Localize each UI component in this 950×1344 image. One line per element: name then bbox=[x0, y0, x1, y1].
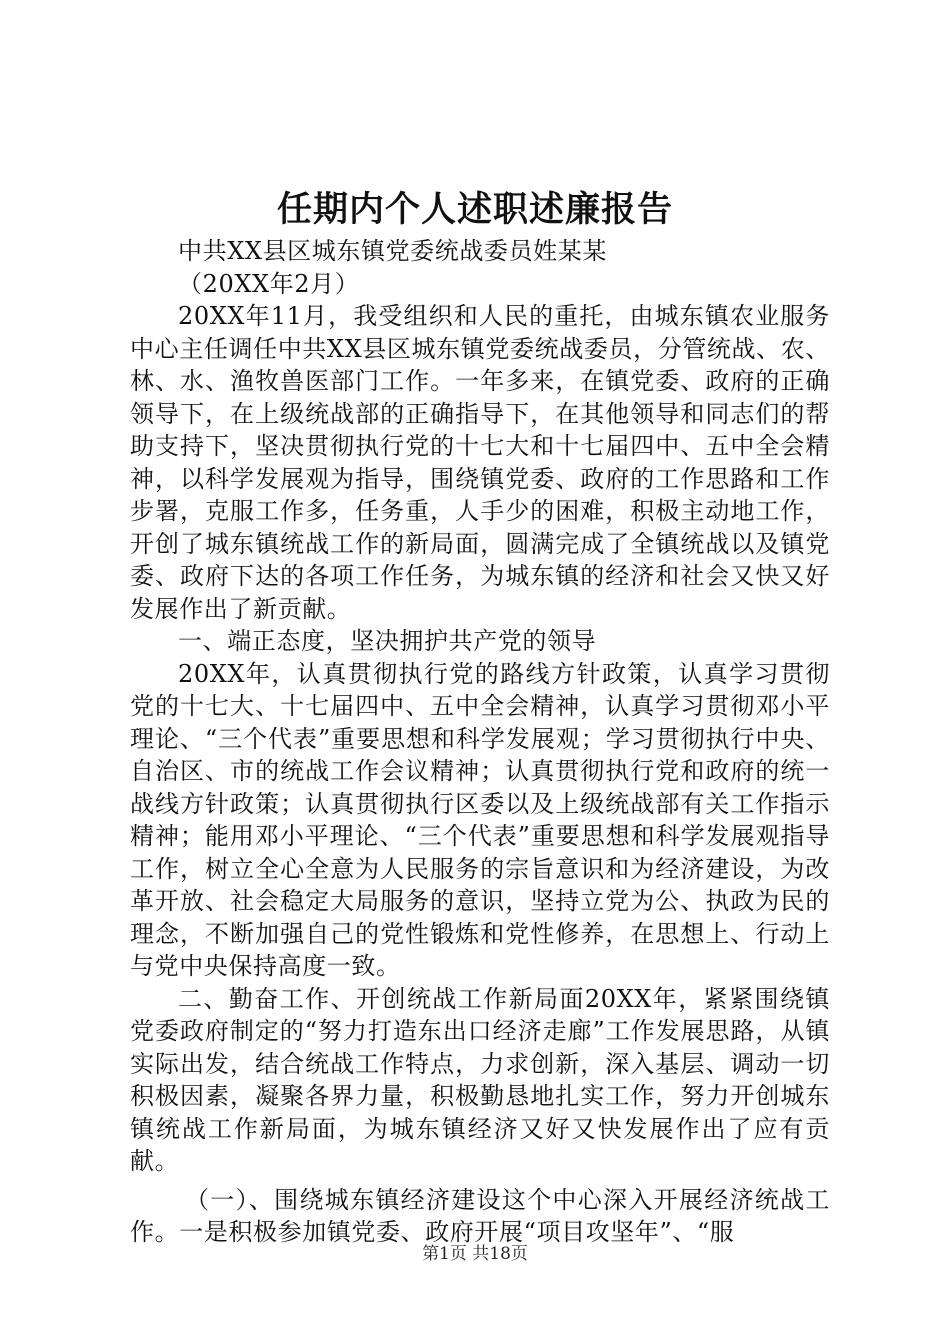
document-title: 任期内个人述职述廉报告 bbox=[276, 189, 673, 230]
page-footer: 第1页 共18页 bbox=[422, 1244, 528, 1264]
paragraph-subsection-1: （一）、围绕城东镇经济建设这个中心深入开展经济统战工作。一是积极参加镇党委、政府开展“项目攻坚年”、“服 bbox=[130, 1185, 830, 1246]
document-body bbox=[130, 235, 830, 1249]
paragraph-intro: 20XX年11月，我受组织和人民的重托，由城东镇农业服务中心主任调任中共XX县区城东镇党委统战委员，分管统战、农、林、水、渔牧兽医部门工作。一年多来，在镇党委、政府的正确领导下，在上级统战部的正确指导下，在其他领导和同志们的帮助支持下，坚决贯彻执行党的十七大和十七届四中、五中全会精神，以科学发展观为指导，围绕镇党委、政府的工作思路和工作步署，克服工作多，任务重，人手少的困难，积极主动地工作，开创了城东镇统战工作的新局面，圆满完成了全镇统战以及镇党委、政府下达的各项工作任务，为城东镇的经济和社会又快又好发展作出了新贡献。 bbox=[130, 302, 830, 623]
date-line: （20XX年2月） bbox=[178, 269, 360, 298]
section-heading-1: 一、端正态度，坚决拥护共产党的领导 bbox=[178, 627, 597, 655]
paragraph-section-2: 二、勤奋工作、开创统战工作新局面20XX年，紧紧围绕镇党委政府制定的“努力打造东出口经济走廊”工作发展思路，从镇实际出发，结合统战工作特点，力求创新，深入基层、调动一切积极因素，凝聚各界力量，积极勤恳地扎实工作，努力开创城东镇统战工作新局面，为城东镇经济又好又快发展作出了应有贡献。 bbox=[130, 984, 830, 1175]
author-line: 中共XX县区城东镇党委统战委员姓某某 bbox=[178, 237, 607, 265]
paragraph-section-1: 20XX年，认真贯彻执行党的路线方针政策，认真学习贯彻党的十七大、十七届四中、五中全会精神，认真学习贯彻邓小平理论、“三个代表”重要思想和科学发展观；学习贯彻执行中央、自治区、市的统战工作会议精神；认真贯彻执行党和政府的统一战线方针政策；认真贯彻执行区委以及上级统战部有关工作指示精神；能用邓小平理论、“三个代表”重要思想和科学发展观指导工作，树立全心全意为人民服务的宗旨意识和为经济建设，为改革开放、社会稳定大局服务的意识，坚持立党为公、执政为民的理念，不断加强自己的党性锻炼和党性修养，在思想上、行动上与党中央保持高度一致。 bbox=[130, 659, 830, 980]
